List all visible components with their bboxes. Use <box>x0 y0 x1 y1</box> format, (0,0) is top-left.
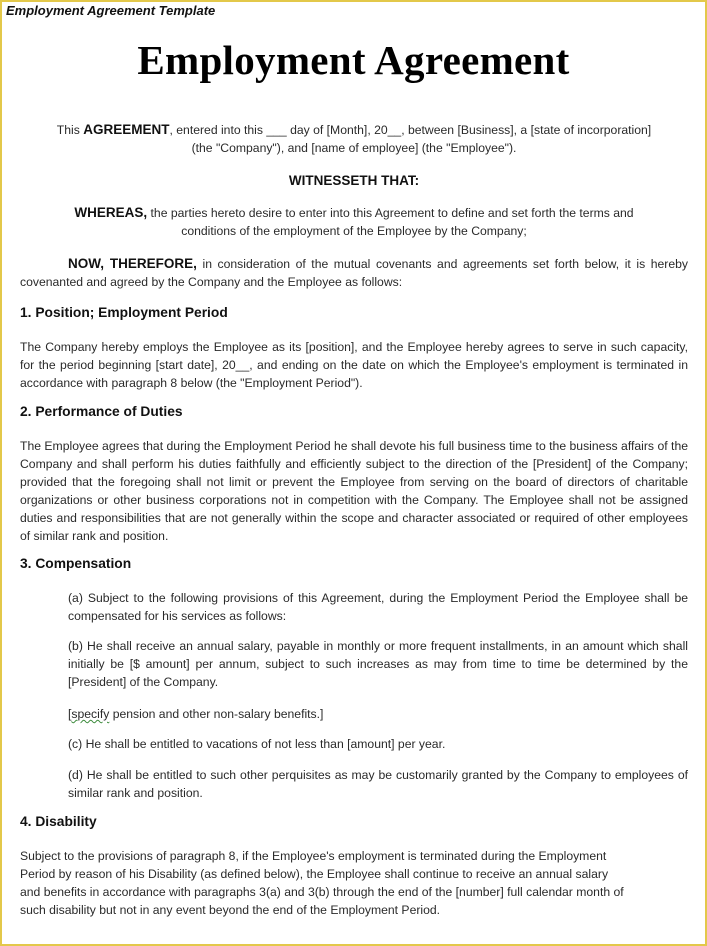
section-4-line-3: and benefits in accordance with paragraphs 3(a) and 3(b) through the end of the [number] full calendar month of <box>20 885 624 899</box>
intro-line-1 <box>20 121 688 139</box>
document-title: Employment Agreement <box>137 37 570 83</box>
section-2-heading: 2. Performance of Duties <box>20 404 183 419</box>
section-3-specify-note <box>68 705 688 723</box>
agreement-word: AGREEMENT <box>83 122 170 137</box>
intro-prefix: This <box>56 123 84 137</box>
section-1-heading: 1. Position; Employment Period <box>20 305 228 320</box>
specify-open-bracket: [ <box>68 707 72 721</box>
intro-line-1-rest: , entered into this ___ day of [Month], 20__, between [Business], a [state of incorporation] <box>169 123 652 137</box>
section-4-body <box>20 847 688 919</box>
now-therefore-paragraph <box>20 255 688 291</box>
section-4-line-1: Subject to the provisions of paragraph 8, if the Employee's employment is terminated during the Employment <box>20 849 607 863</box>
section-3-clause-a: (a) Subject to the following provisions of this Agreement, during the Employment Period the Employee shall be compensated for his services as follows: <box>68 591 688 623</box>
witnesseth-heading: WITNESSETH THAT: <box>288 173 420 188</box>
whereas-paragraph <box>20 204 688 240</box>
intro-line-2: (the "Company"), and [name of employee] (the "Employee"). <box>191 141 517 155</box>
whereas-lead: WHEREAS, <box>74 205 148 220</box>
section-4-heading: 4. Disability <box>20 814 97 829</box>
specify-word: specify <box>71 707 110 721</box>
whereas-line-1-rest: the parties hereto desire to enter into this Agreement to define and set forth the terms and <box>147 206 634 220</box>
section-3-clause-b: (b) He shall receive an annual salary, payable in monthly or more frequent installments, in an amount which shall initially be [$ amount] per annum, subject to such increases as may from time to time be determined by the [President] of the Company. <box>68 639 688 689</box>
section-1-body: The Company hereby employs the Employee as its [position], and the Employee hereby agrees to serve in such capacity, for the period beginning [start date], 20__, and ending on the date on which the Employee's employment is terminated in accordance with paragraph 8 below (the "Employment Period"). <box>20 340 688 390</box>
now-therefore-text: in consideration of the mutual covenants and agreements set forth below, it is hereby covenanted and agreed by the Company and the Employee as follows: <box>20 257 688 289</box>
section-4-line-4: such disability but not in any event beyond the end of the Employment Period. <box>20 903 441 917</box>
now-therefore-lead: NOW, THEREFORE, <box>68 256 197 271</box>
whereas-line-2: conditions of the employment of the Employee by the Company; <box>181 224 527 238</box>
section-2-body: The Employee agrees that during the Employment Period he shall devote his full business time to the business affairs of the Company and shall perform his duties faithfully and efficiently subject to the direction of the [President] of the Company; provided that the foregoing shall not limit or prevent the Employee from serving on the board of directors of charitable organizations or other business corporations not in competition with the Company. The Employee shall not be assigned duties and responsibilities that are not generally within the scope and character associated or required of other employees of similar rank and position. <box>20 439 688 543</box>
section-3-clause-d: (d) He shall be entitled to such other perquisites as may be customarily granted by the Company to employees of similar rank and position. <box>68 768 688 800</box>
section-4-line-2: Period by reason of his Disability (as defined below), the Employee shall continue to receive an annual salary <box>20 867 609 881</box>
template-label: Employment Agreement Template <box>6 3 216 18</box>
whereas-line-1 <box>20 204 688 222</box>
specify-rest: pension and other non-salary benefits.] <box>109 707 324 721</box>
section-3-heading: 3. Compensation <box>20 556 132 571</box>
section-3-clause-c: (c) He shall be entitled to vacations of not less than [amount] per year. <box>68 737 446 751</box>
intro-paragraph <box>20 121 688 157</box>
